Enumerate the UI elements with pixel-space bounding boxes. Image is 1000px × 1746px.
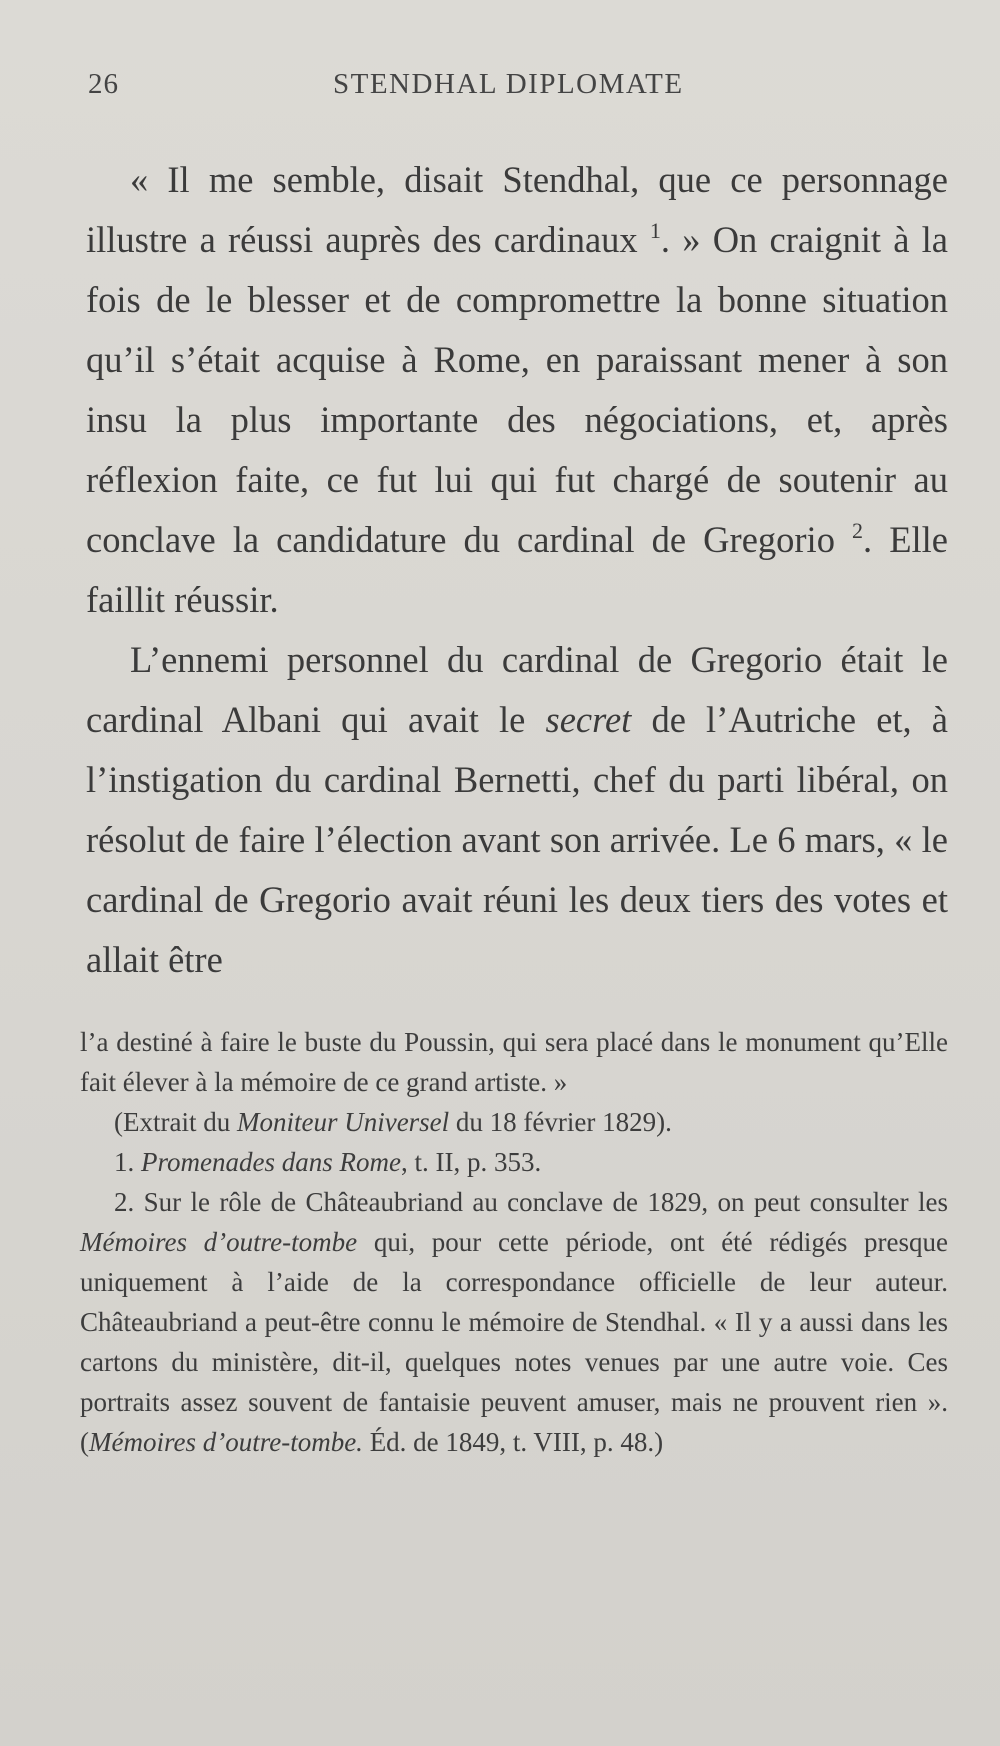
paragraph-1-part-b: . » On craignit à la fois de le blesser et de compromettre la bonne situation qu’il s’était acquise à Rome, en paraissant mener à son insu la plus importante des négociations, et, après réflexion faite, ce fut lui qui fut chargé de soutenir au conclave la candidature du cardinal de Gregorio <box>86 219 948 560</box>
footnote-2-italic-1: Mémoires d’outre-tombe <box>80 1227 358 1257</box>
extract-part-b: du 18 février 1829). <box>449 1107 672 1137</box>
page-number: 26 <box>88 68 119 100</box>
extract-italic: Moniteur Universel <box>236 1107 450 1137</box>
italic-secret: secret <box>545 699 632 740</box>
footnote-1-number: 1. <box>114 1147 135 1177</box>
footnote-2 <box>80 1182 948 1462</box>
paragraph-1-part-a: « Il me semble, disait Stendhal, que ce personnage illustre a réussi auprès des cardinaux <box>86 159 948 260</box>
footnote-2-italic-2: Mémoires d’outre-tombe. <box>89 1427 363 1457</box>
extract-part-a: (Extrait du <box>114 1107 237 1137</box>
paragraph-1 <box>86 150 948 630</box>
running-title: STENDHAL DIPLOMATE <box>333 68 684 100</box>
footnote-1-italic: Promenades dans Rome <box>141 1147 401 1177</box>
paragraph-1-part-c: . Elle faillit réussir. <box>86 519 948 620</box>
main-text <box>86 150 948 990</box>
paragraph-2-part-a: L’ennemi personnel du cardinal de Gregorio était le cardinal Albani qui avait le <box>86 639 948 740</box>
footnote-2-part-b: qui, pour cette période, ont été rédigés presque uniquement à l’aide de la correspondance officielle de leur auteur. Châteaubriand a peut-être connu le mémoire de Stendhal. « Il y a aussi dans les cartons du ministère, dit-il, quelques notes venues par une autre voie. Ces portraits assez souvent de fantaisie peuvent amuser, mais ne prouvent rien ». ( <box>80 1227 948 1457</box>
footnote-2-number: 2. <box>114 1187 135 1217</box>
footnote-ref-1: 1 <box>649 218 661 243</box>
footnote-ref-2: 2 <box>852 518 864 543</box>
footnotes <box>80 1022 948 1462</box>
footnote-1 <box>80 1142 948 1182</box>
footnote-2-part-a: Sur le rôle de Châteaubriand au conclave de 1829, on peut consulter les <box>134 1187 948 1217</box>
footnote-extract <box>80 1102 948 1142</box>
paragraph-2-part-b: de l’Autriche et, à l’instigation du cardinal Bernetti, chef du parti libéral, on résolut de faire l’élection avant son arrivée. Le 6 mars, « le cardinal de Gregorio avait réuni les deux tiers des votes et allait être <box>86 699 949 980</box>
page-header <box>88 60 915 110</box>
footnote-continuation: l’a destiné à faire le buste du Poussin, qui sera placé dans le monument qu’Elle fait élever à la mémoire de ce grand artiste. » <box>80 1027 948 1097</box>
footnote-1-part-b: , t. II, p. 353. <box>400 1147 542 1177</box>
paragraph-2 <box>86 630 948 990</box>
footnote-2-part-c: Éd. de 1849, t. VIII, p. 48.) <box>362 1427 664 1457</box>
